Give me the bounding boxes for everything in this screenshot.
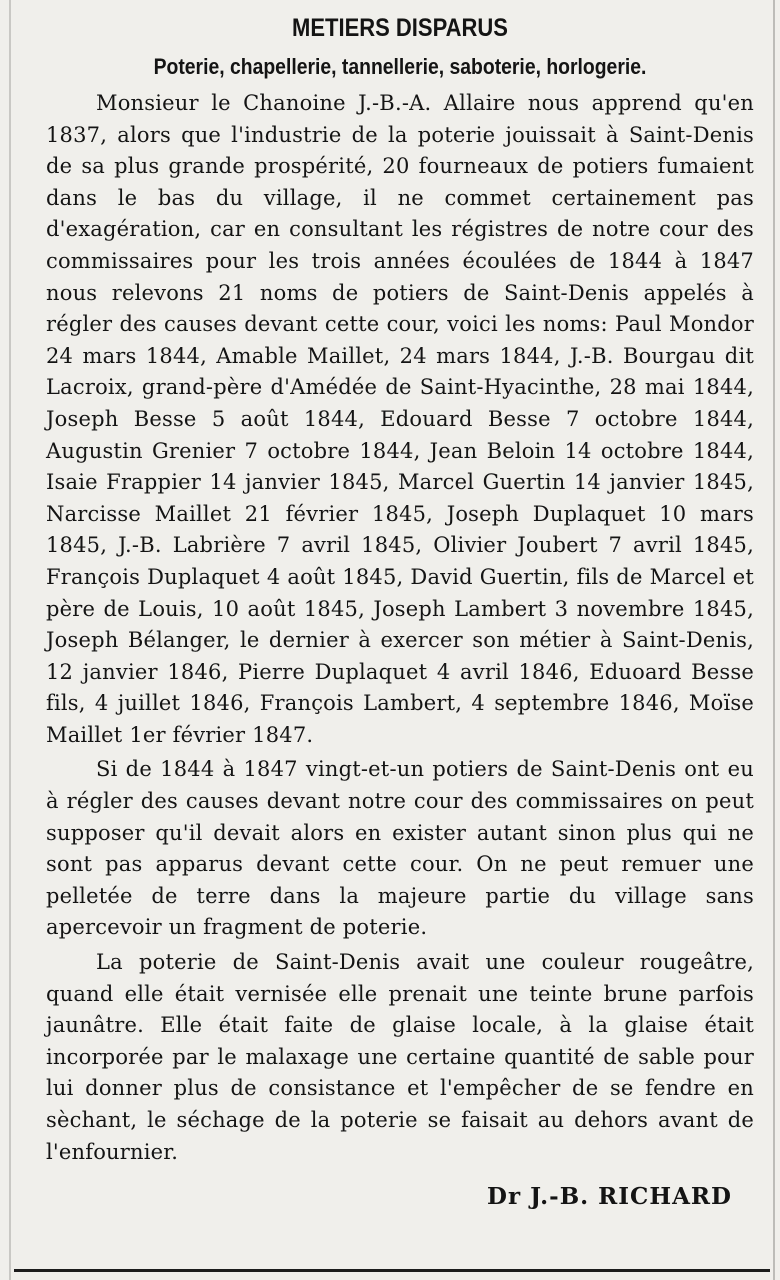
article-title: METIERS DISPARUS — [292, 14, 508, 42]
author-signature: Dr J.-B. RICHARD — [487, 1183, 732, 1211]
bottom-rule — [14, 1269, 770, 1272]
paragraph-pottery-description: La poterie de Saint-Denis avait une couleur rougeâtre, quand elle était vernisée elle prenait une teinte brune parfois jaunâtre. Elle était faite de glaise locale, à la glaise était incorporée par le malaxage une certaine quantité de sable pour lui donner plus de consistance et l'empêcher de se fendre en sèchant, le séchage de la poterie se faisait au dehors avant de l'enfournier. — [46, 950, 754, 1164]
left-column-rule — [9, 0, 11, 1280]
paragraph-potters-list: Monsieur le Chanoine J.-B.-A. Allaire nous apprend qu'en 1837, alors que l'industrie de la poterie jouissait à Saint-Denis de sa plus grande prospérité, 20 fourneaux de potiers fumaient dans le bas du village, il ne commet certainement pas d'exagération, car en consultant les régistres de notre cour des commissaires pour les trois années écoulées de 1844 à 1847 nous relevons 21 noms de potiers de Saint-Denis appelés à régler des causes devant cette cour, voici les noms: Paul Mondor 24 mars 1844, Amable Maillet, 24 mars 1844, J.-B. Bourgau dit Lacroix, grand-père d'Amédée de Saint-Hyacinthe, 28 mai 1844, Joseph Besse 5 août 1844, Edouard Besse 7 octobre 1844, Augustin Grenier 7 octobre 1844, Jean Beloin 14 octobre 1844, Isaie Frappier 14 janvier 1845, Marcel Guertin 14 janvier 1845, Narcisse Maillet 21 février 1845, Joseph Duplaquet 10 mars 1845, J.-B. Labrière 7 avril 1845, Olivier Joubert 7 avril 1845, François Duplaquet 4 août 1845, David Guertin, fils de Marcel et père de Louis, 10 août 1845, Joseph Lambert 3 novembre 1845, Joseph Bélanger, le dernier à exercer son métier à Saint-Denis, 12 janvier 1846, Pierre Duplaquet 4 avril 1846, Eduoard Besse fils, 4 juillet 1846, François Lambert, 4 septembre 1846, Moïse Maillet 1er février 1847. — [46, 91, 754, 747]
paragraph-court-records: Si de 1844 à 1847 vingt-et-un potiers de Saint-Denis ont eu à régler des causes devant notre cour des commissaires on peut supposer qu'il devait alors en exister autant sinon plus qui ne sont pas apparus devant cette cour. On ne peut remuer une pelletée de terre dans la majeure partie du village sans apercevoir un fragment de poterie. — [46, 757, 754, 940]
article-subtitle: Poterie, chapellerie, tannellerie, saboterie, horlogerie. — [153, 54, 647, 79]
article — [46, 8, 754, 1215]
right-column-rule — [773, 0, 775, 1280]
